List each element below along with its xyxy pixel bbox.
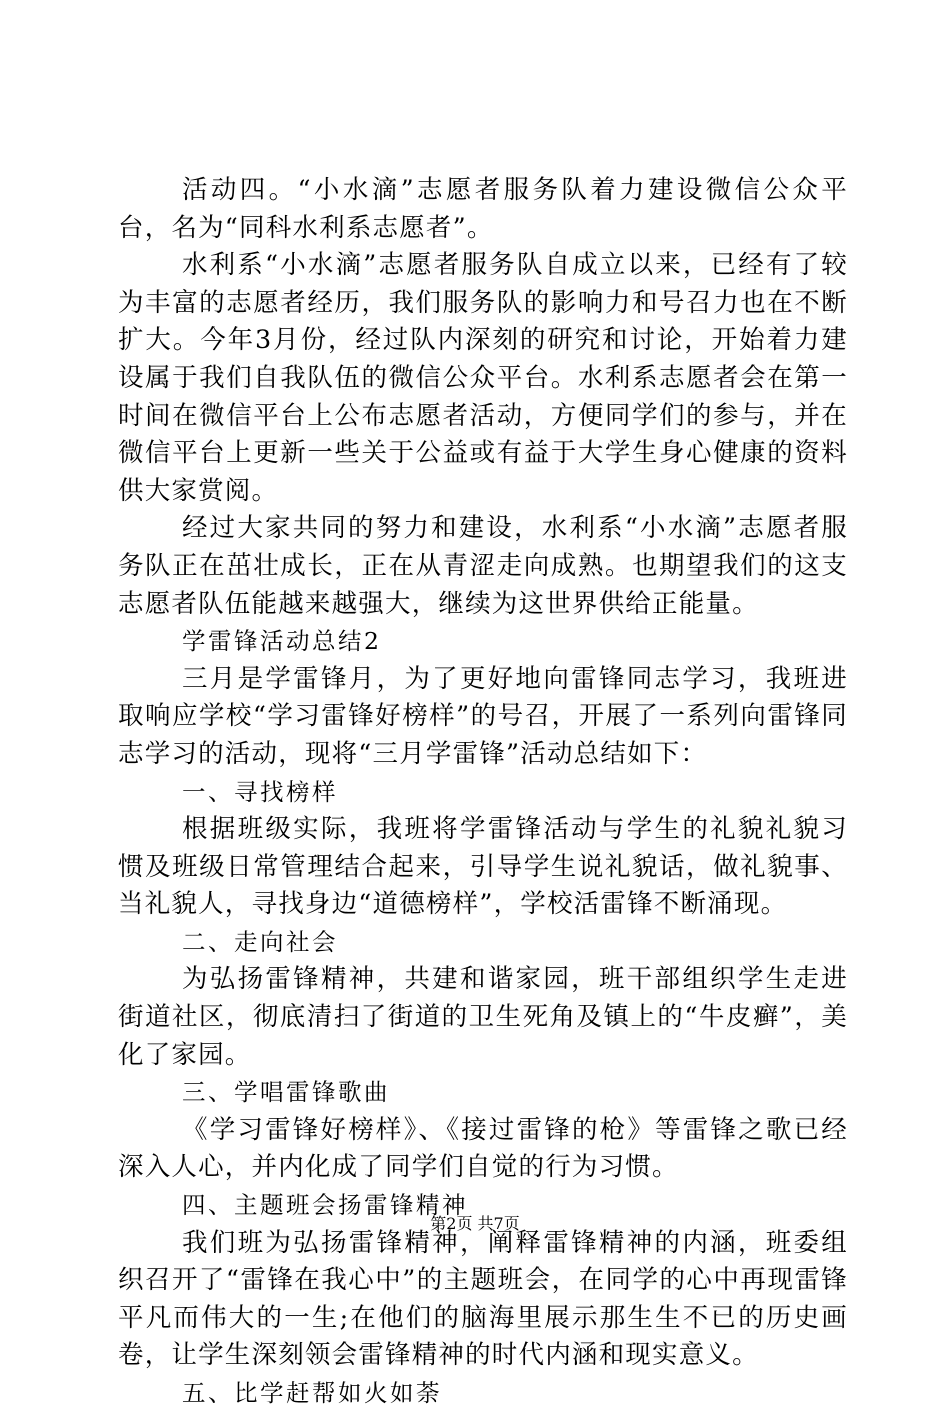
section-heading: 一、寻找榜样 (182, 777, 338, 806)
section-heading: 四、主题班会扬雷锋精神 (182, 1191, 468, 1220)
paragraph: 经过大家共同的努力和建设，水利系“小水滴”志愿者服务队正在茁壮成长，正在从青涩走向成熟。也期望我们的这支志愿者队伍能越来越强大，继续为这世界供给正能量。 (118, 513, 848, 619)
paragraph: 三月是学雷锋月，为了更好地向雷锋同志学习，我班进取响应学校“学习雷锋好榜样”的号召，开展了一系列向雷锋同志学习的活动，现将“三月学雷锋”活动总结如下： (118, 663, 848, 769)
section-title: 学雷锋活动总结2 (182, 627, 382, 656)
paragraph: 为弘扬雷锋精神，共建和谐家园，班干部组织学生走进街道社区，彻底清扫了街道的卫生死角及镇上的“牛皮癣”，美化了家园。 (118, 964, 848, 1070)
paragraph: 《学习雷锋好榜样》、《接过雷锋的枪》等雷锋之歌已经深入人心，并内化成了同学们自觉的行为习惯。 (118, 1114, 848, 1183)
paragraph: 我们班为弘扬雷锋精神，阐释雷锋精神的内涵，班委组织召开了“雷锋在我心中”的主题班会，在同学的心中再现雷锋平凡而伟大的一生;在他们的脑海里展示那生生不已的历史画卷，让学生深刻领会雷锋精神的时代内涵和现实意义。 (118, 1227, 848, 1371)
section-heading: 五、比学赶帮如火如荼 (182, 1379, 442, 1407)
paragraph: 活动四。“小水滴”志愿者服务队着力建设微信公众平台，名为“同科水利系志愿者”。 (118, 175, 848, 243)
paragraph: 根据班级实际，我班将学雷锋活动与学生的礼貌礼貌习惯及班级日常管理结合起来，引导学生说礼貌话，做礼貌事、当礼貌人，寻找身边“道德榜样”，学校活雷锋不断涌现。 (118, 814, 848, 920)
page-footer (0, 1214, 950, 1234)
page-number: 第2页 共7页 (430, 1214, 520, 1233)
section-heading: 三、学唱雷锋歌曲 (182, 1078, 390, 1107)
paragraph: 水利系“小水滴”志愿者服务队自成立以来，已经有了较为丰富的志愿者经历，我们服务队的影响力和号召力也在不断扩大。今年3月份，经过队内深刻的研究和讨论，开始着力建设属于我们自我队伍的微信公众平台。水利系志愿者会在第一时间在微信平台上公布志愿者活动，方便同学们的参与，并在微信平台上更新一些关于公益或有益于大学生身心健康的资料供大家赏阅。 (118, 250, 848, 506)
section-heading: 二、走向社会 (182, 927, 338, 956)
